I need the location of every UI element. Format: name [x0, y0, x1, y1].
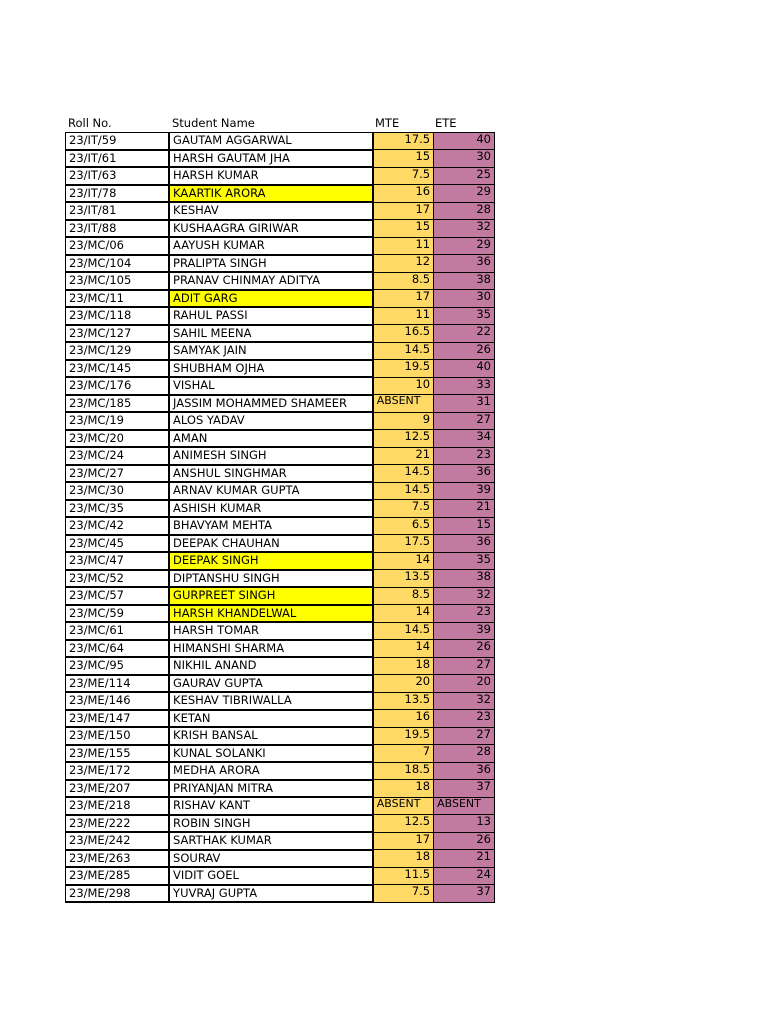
- student-name-cell[interactable]: HARSH GAUTAM JHA: [169, 150, 373, 168]
- mte-cell[interactable]: 17: [373, 202, 434, 220]
- ete-cell[interactable]: 24: [434, 867, 495, 885]
- student-name-cell[interactable]: KUSHAAGRA GIRIWAR: [169, 220, 373, 238]
- mte-cell[interactable]: 16: [373, 710, 434, 728]
- roll-no-cell[interactable]: 23/MC/129: [66, 342, 170, 360]
- roll-no-cell[interactable]: 23/MC/59: [66, 605, 170, 623]
- ete-cell[interactable]: 29: [434, 237, 495, 255]
- mte-cell[interactable]: 15: [373, 150, 434, 168]
- student-name-cell[interactable]: SHUBHAM OJHA: [169, 360, 373, 378]
- mte-cell[interactable]: 16: [373, 185, 434, 203]
- table-row: [66, 150, 495, 168]
- table-row: [66, 237, 495, 255]
- table-row: [66, 587, 495, 605]
- roll-no-cell[interactable]: 23/IT/88: [66, 220, 170, 238]
- roll-no-cell[interactable]: 23/ME/298: [66, 885, 170, 903]
- table-row: [66, 272, 495, 290]
- ete-cell[interactable]: 27: [434, 657, 495, 675]
- roll-no-cell[interactable]: 23/ME/242: [66, 832, 170, 850]
- student-name-cell[interactable]: KUNAL SOLANKI: [169, 745, 373, 763]
- student-name-cell[interactable]: ROBIN SINGH: [169, 815, 373, 833]
- mte-cell[interactable]: 14: [373, 640, 434, 658]
- ete-cell[interactable]: 23: [434, 710, 495, 728]
- student-name-cell[interactable]: SAMYAK JAIN: [169, 342, 373, 360]
- ete-cell[interactable]: 38: [434, 272, 495, 290]
- roll-no-cell[interactable]: 23/MC/52: [66, 570, 170, 588]
- ete-cell[interactable]: 26: [434, 640, 495, 658]
- table-row: [66, 850, 495, 868]
- mte-cell[interactable]: 17: [373, 290, 434, 308]
- ete-cell[interactable]: 28: [434, 745, 495, 763]
- ete-cell[interactable]: 21: [434, 500, 495, 518]
- table-row: [66, 622, 495, 640]
- student-name-cell[interactable]: GURPREET SINGH: [169, 587, 373, 605]
- ete-header: ETE: [435, 116, 457, 130]
- roll-no-cell[interactable]: 23/ME/222: [66, 815, 170, 833]
- roll-no-cell[interactable]: 23/MC/42: [66, 517, 170, 535]
- ete-cell[interactable]: 20: [434, 675, 495, 693]
- table-row: [66, 220, 495, 238]
- table-row: [66, 867, 495, 885]
- student-name-cell[interactable]: ALOS YADAV: [169, 412, 373, 430]
- roll-no-cell[interactable]: 23/ME/150: [66, 727, 170, 745]
- student-name-cell[interactable]: JASSIM MOHAMMED SHAMEER: [169, 395, 373, 413]
- roll-no-cell[interactable]: 23/MC/127: [66, 325, 170, 343]
- ete-cell[interactable]: 27: [434, 412, 495, 430]
- ete-cell[interactable]: 36: [434, 535, 495, 553]
- ete-cell[interactable]: 23: [434, 605, 495, 623]
- student-name-cell[interactable]: SOURAV: [169, 850, 373, 868]
- roll-no-cell[interactable]: 23/ME/207: [66, 780, 170, 798]
- table-row: [66, 692, 495, 710]
- roll-no-cell[interactable]: 23/MC/35: [66, 500, 170, 518]
- roll-no-cell[interactable]: 23/MC/64: [66, 640, 170, 658]
- mte-cell[interactable]: 14.5: [373, 465, 434, 483]
- table-row: [66, 255, 495, 273]
- mte-cell[interactable]: 19.5: [373, 727, 434, 745]
- student-name-cell[interactable]: KESHAV TIBRIWALLA: [169, 692, 373, 710]
- student-name-cell[interactable]: DEEPAK CHAUHAN: [169, 535, 373, 553]
- roll-no-cell[interactable]: 23/IT/59: [66, 133, 170, 150]
- mte-cell[interactable]: 12.5: [373, 815, 434, 833]
- ete-cell[interactable]: 21: [434, 850, 495, 868]
- table-row: [66, 342, 495, 360]
- roll-no-cell[interactable]: 23/MC/20: [66, 430, 170, 448]
- ete-cell[interactable]: 37: [434, 885, 495, 903]
- table-row: [66, 885, 495, 903]
- roll-no-cell[interactable]: 23/MC/118: [66, 307, 170, 325]
- ete-cell[interactable]: 29: [434, 185, 495, 203]
- mte-cell[interactable]: 14.5: [373, 622, 434, 640]
- student-name-cell[interactable]: RAHUL PASSI: [169, 307, 373, 325]
- mte-cell[interactable]: 12: [373, 255, 434, 273]
- mte-cell[interactable]: 20: [373, 675, 434, 693]
- mte-cell[interactable]: 14: [373, 552, 434, 570]
- table-row: [66, 307, 495, 325]
- student-name-cell[interactable]: VIDIT GOEL: [169, 867, 373, 885]
- ete-cell[interactable]: 23: [434, 447, 495, 465]
- ete-cell[interactable]: 36: [434, 465, 495, 483]
- roll-no-cell[interactable]: 23/MC/19: [66, 412, 170, 430]
- mte-cell[interactable]: 14.5: [373, 342, 434, 360]
- table-row: [66, 377, 495, 395]
- table-row: [66, 395, 495, 413]
- roll-no-cell[interactable]: 23/MC/06: [66, 237, 170, 255]
- roll-no-cell[interactable]: 23/MC/145: [66, 360, 170, 378]
- roll-no-cell[interactable]: 23/IT/61: [66, 150, 170, 168]
- roll-no-cell[interactable]: 23/MC/176: [66, 377, 170, 395]
- student-name-cell[interactable]: HARSH KHANDELWAL: [169, 605, 373, 623]
- mte-cell[interactable]: 11: [373, 237, 434, 255]
- ete-cell[interactable]: 32: [434, 587, 495, 605]
- mte-header: MTE: [375, 116, 400, 130]
- mte-cell[interactable]: 6.5: [373, 517, 434, 535]
- student-name-cell[interactable]: ARNAV KUMAR GUPTA: [169, 482, 373, 500]
- table-row: [66, 832, 495, 850]
- roll-no-cell[interactable]: 23/ME/172: [66, 762, 170, 780]
- roll-no-cell[interactable]: 23/IT/81: [66, 202, 170, 220]
- ete-cell[interactable]: 35: [434, 552, 495, 570]
- ete-cell[interactable]: 35: [434, 307, 495, 325]
- ete-cell[interactable]: 34: [434, 430, 495, 448]
- student-name-cell[interactable]: KAARTIK ARORA: [169, 185, 373, 203]
- ete-cell[interactable]: 36: [434, 255, 495, 273]
- roll-no-cell[interactable]: 23/MC/45: [66, 535, 170, 553]
- ete-cell[interactable]: 40: [434, 360, 495, 378]
- mte-cell[interactable]: 7.5: [373, 500, 434, 518]
- table-row: [66, 745, 495, 763]
- student-name-cell[interactable]: HARSH KUMAR: [169, 167, 373, 185]
- mte-cell[interactable]: 7: [373, 745, 434, 763]
- table-row: [66, 412, 495, 430]
- mte-cell[interactable]: 13.5: [373, 692, 434, 710]
- ete-cell[interactable]: 40: [434, 133, 495, 150]
- ete-cell[interactable]: 28: [434, 202, 495, 220]
- mte-cell[interactable]: 17.5: [373, 133, 434, 150]
- table-row: [66, 710, 495, 728]
- student-name-cell[interactable]: ANSHUL SINGHMAR: [169, 465, 373, 483]
- roll-no-cell[interactable]: 23/MC/185: [66, 395, 170, 413]
- ete-cell[interactable]: 26: [434, 832, 495, 850]
- table-row: [66, 482, 495, 500]
- mte-cell[interactable]: 18: [373, 850, 434, 868]
- marks-sheet: [65, 114, 495, 903]
- student-name-cell[interactable]: VISHAL: [169, 377, 373, 395]
- mte-cell[interactable]: 18.5: [373, 762, 434, 780]
- mte-cell[interactable]: 9: [373, 412, 434, 430]
- student-name-cell[interactable]: DEEPAK SINGH: [169, 552, 373, 570]
- table-row: [66, 500, 495, 518]
- roll-no-cell[interactable]: 23/MC/104: [66, 255, 170, 273]
- mte-cell[interactable]: 18: [373, 657, 434, 675]
- roll-no-cell[interactable]: 23/MC/27: [66, 465, 170, 483]
- table-row: [66, 605, 495, 623]
- student-name-cell[interactable]: GAUTAM AGGARWAL: [169, 133, 373, 150]
- student-name-cell[interactable]: PRANAV CHINMAY ADITYA: [169, 272, 373, 290]
- table-row: [66, 167, 495, 185]
- ete-cell[interactable]: 27: [434, 727, 495, 745]
- roll-no-cell[interactable]: 23/MC/61: [66, 622, 170, 640]
- mte-cell[interactable]: 11: [373, 307, 434, 325]
- mte-cell[interactable]: 7.5: [373, 885, 434, 903]
- student-name-cell[interactable]: PRALIPTA SINGH: [169, 255, 373, 273]
- ete-cell[interactable]: 38: [434, 570, 495, 588]
- mte-cell[interactable]: 12.5: [373, 430, 434, 448]
- mte-cell[interactable]: 16.5: [373, 325, 434, 343]
- student-name-cell[interactable]: ADIT GARG: [169, 290, 373, 308]
- mte-cell[interactable]: 18: [373, 780, 434, 798]
- mte-cell[interactable]: ABSENT: [373, 797, 434, 815]
- ete-cell[interactable]: 32: [434, 692, 495, 710]
- mte-cell[interactable]: ABSENT: [373, 395, 434, 413]
- ete-cell[interactable]: 36: [434, 762, 495, 780]
- roll-no-header: Roll No.: [68, 116, 112, 130]
- marks-table: [65, 132, 495, 903]
- roll-no-cell[interactable]: 23/IT/63: [66, 167, 170, 185]
- table-row: [66, 325, 495, 343]
- student-name-cell[interactable]: HARSH TOMAR: [169, 622, 373, 640]
- table-row: [66, 360, 495, 378]
- student-name-cell[interactable]: AAYUSH KUMAR: [169, 237, 373, 255]
- student-name-cell[interactable]: PRIYANJAN MITRA: [169, 780, 373, 798]
- roll-no-cell[interactable]: 23/MC/95: [66, 657, 170, 675]
- roll-no-cell[interactable]: 23/MC/11: [66, 290, 170, 308]
- roll-no-cell[interactable]: 23/ME/285: [66, 867, 170, 885]
- mte-cell[interactable]: 10: [373, 377, 434, 395]
- ete-cell[interactable]: 39: [434, 622, 495, 640]
- student-name-cell[interactable]: GAURAV GUPTA: [169, 675, 373, 693]
- roll-no-cell[interactable]: 23/ME/114: [66, 675, 170, 693]
- mte-cell[interactable]: 17.5: [373, 535, 434, 553]
- mte-cell[interactable]: 7.5: [373, 167, 434, 185]
- table-row: [66, 797, 495, 815]
- ete-cell[interactable]: 30: [434, 290, 495, 308]
- table-row: [66, 133, 495, 150]
- roll-no-cell[interactable]: 23/MC/57: [66, 587, 170, 605]
- roll-no-cell[interactable]: 23/ME/155: [66, 745, 170, 763]
- roll-no-cell[interactable]: 23/ME/146: [66, 692, 170, 710]
- header-row: [65, 114, 495, 132]
- table-row: [66, 202, 495, 220]
- ete-cell[interactable]: 39: [434, 482, 495, 500]
- mte-cell[interactable]: 14.5: [373, 482, 434, 500]
- student-name-cell[interactable]: KRISH BANSAL: [169, 727, 373, 745]
- table-row: [66, 780, 495, 798]
- ete-cell[interactable]: 13: [434, 815, 495, 833]
- student-name-cell[interactable]: NIKHIL ANAND: [169, 657, 373, 675]
- student-name-cell[interactable]: ANIMESH SINGH: [169, 447, 373, 465]
- student-name-cell[interactable]: RISHAV KANT: [169, 797, 373, 815]
- table-row: [66, 185, 495, 203]
- table-row: [66, 762, 495, 780]
- mte-cell[interactable]: 8.5: [373, 272, 434, 290]
- student-name-cell[interactable]: DIPTANSHU SINGH: [169, 570, 373, 588]
- table-row: [66, 465, 495, 483]
- table-row: [66, 815, 495, 833]
- ete-cell[interactable]: ABSENT: [434, 797, 495, 815]
- ete-cell[interactable]: 15: [434, 517, 495, 535]
- table-row: [66, 570, 495, 588]
- roll-no-cell[interactable]: 23/ME/147: [66, 710, 170, 728]
- roll-no-cell[interactable]: 23/ME/218: [66, 797, 170, 815]
- ete-cell[interactable]: 25: [434, 167, 495, 185]
- mte-cell[interactable]: 14: [373, 605, 434, 623]
- table-row: [66, 675, 495, 693]
- ete-cell[interactable]: 26: [434, 342, 495, 360]
- roll-no-cell[interactable]: 23/MC/24: [66, 447, 170, 465]
- mte-cell[interactable]: 11.5: [373, 867, 434, 885]
- ete-cell[interactable]: 22: [434, 325, 495, 343]
- roll-no-cell[interactable]: 23/MC/105: [66, 272, 170, 290]
- student-name-cell[interactable]: KETAN: [169, 710, 373, 728]
- table-row: [66, 517, 495, 535]
- mte-cell[interactable]: 21: [373, 447, 434, 465]
- ete-cell[interactable]: 31: [434, 395, 495, 413]
- mte-cell[interactable]: 15: [373, 220, 434, 238]
- mte-cell[interactable]: 8.5: [373, 587, 434, 605]
- table-row: [66, 447, 495, 465]
- mte-cell[interactable]: 17: [373, 832, 434, 850]
- roll-no-cell[interactable]: 23/ME/263: [66, 850, 170, 868]
- student-name-cell[interactable]: MEDHA ARORA: [169, 762, 373, 780]
- ete-cell[interactable]: 37: [434, 780, 495, 798]
- roll-no-cell[interactable]: 23/MC/47: [66, 552, 170, 570]
- mte-cell[interactable]: 19.5: [373, 360, 434, 378]
- ete-cell[interactable]: 32: [434, 220, 495, 238]
- ete-cell[interactable]: 30: [434, 150, 495, 168]
- table-row: [66, 552, 495, 570]
- student-name-cell[interactable]: HIMANSHI SHARMA: [169, 640, 373, 658]
- ete-cell[interactable]: 33: [434, 377, 495, 395]
- table-row: [66, 640, 495, 658]
- table-row: [66, 430, 495, 448]
- student-name-cell[interactable]: SAHIL MEENA: [169, 325, 373, 343]
- table-row: [66, 535, 495, 553]
- student-name-cell[interactable]: SARTHAK KUMAR: [169, 832, 373, 850]
- student-name-cell[interactable]: YUVRAJ GUPTA: [169, 885, 373, 903]
- table-row: [66, 290, 495, 308]
- student-name-cell[interactable]: AMAN: [169, 430, 373, 448]
- roll-no-cell[interactable]: 23/MC/30: [66, 482, 170, 500]
- table-row: [66, 657, 495, 675]
- student-name-cell[interactable]: ASHISH KUMAR: [169, 500, 373, 518]
- mte-cell[interactable]: 13.5: [373, 570, 434, 588]
- student-name-header: Student Name: [172, 116, 255, 130]
- roll-no-cell[interactable]: 23/IT/78: [66, 185, 170, 203]
- student-name-cell[interactable]: BHAVYAM MEHTA: [169, 517, 373, 535]
- table-row: [66, 727, 495, 745]
- student-name-cell[interactable]: KESHAV: [169, 202, 373, 220]
